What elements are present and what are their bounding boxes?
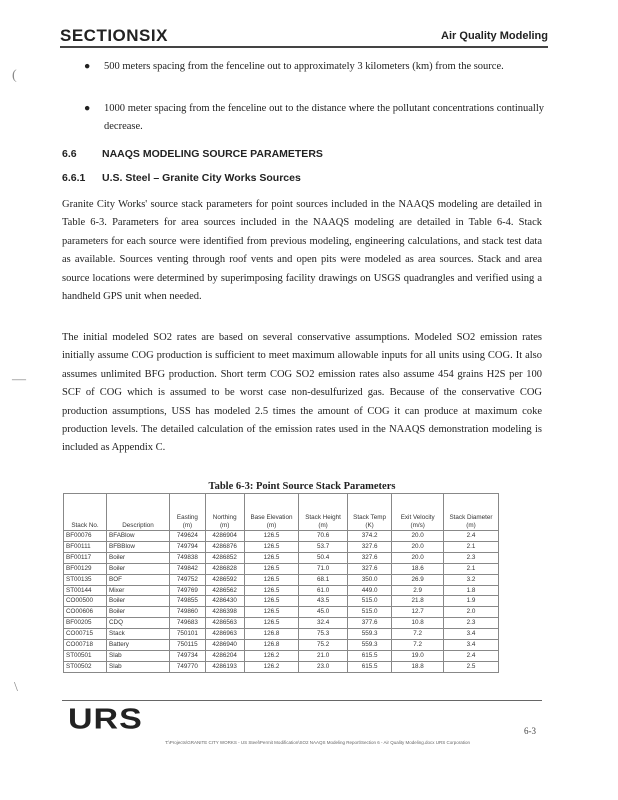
table-cell: 43.5 — [299, 596, 347, 607]
table-cell: CO00500 — [64, 596, 107, 607]
table-cell: 71.0 — [299, 563, 347, 574]
table-cell: 2.3 — [444, 618, 499, 629]
table-cell: 3.2 — [444, 574, 499, 585]
table-cell: BF00205 — [64, 618, 107, 629]
column-header: Stack Diameter (m) — [444, 494, 499, 531]
table-cell: 26.9 — [392, 574, 444, 585]
table-cell: 559.3 — [347, 640, 392, 651]
table-cell: BF00076 — [64, 531, 107, 542]
table-cell: 126.8 — [244, 640, 299, 651]
table-row — [64, 596, 499, 607]
table-cell: 2.3 — [444, 552, 499, 563]
table-cell: 749855 — [170, 596, 206, 607]
table-row — [64, 552, 499, 563]
table-cell: BFABlow — [107, 531, 170, 542]
table-cell: 45.0 — [299, 607, 347, 618]
table-cell: 2.4 — [444, 531, 499, 542]
column-header: Stack Temp (K) — [347, 494, 392, 531]
table-cell: 68.1 — [299, 574, 347, 585]
margin-mark: — — [12, 372, 26, 387]
table-cell: BF00129 — [64, 563, 107, 574]
table-cell: 749683 — [170, 618, 206, 629]
table-cell: 327.6 — [347, 541, 392, 552]
table-cell: 50.4 — [299, 552, 347, 563]
table-cell: 374.2 — [347, 531, 392, 542]
table-cell: 4286828 — [205, 563, 244, 574]
table-cell: 7.2 — [392, 629, 444, 640]
table-cell: 18.6 — [392, 563, 444, 574]
table-cell: Boiler — [107, 563, 170, 574]
company-wordmark: SECTIONSIX — [60, 26, 168, 45]
table-cell: 2.1 — [444, 541, 499, 552]
table-cell: 3.4 — [444, 629, 499, 640]
table-cell: BF00117 — [64, 552, 107, 563]
table-cell: ST00144 — [64, 585, 107, 596]
section-heading — [62, 148, 323, 160]
margin-mark: \ — [14, 680, 18, 695]
subsection-title: U.S. Steel – Granite City Works Sources — [102, 172, 301, 184]
table-cell: 749769 — [170, 585, 206, 596]
footer-rule — [62, 700, 542, 701]
table-cell: ST00502 — [64, 661, 107, 672]
table-cell: 2.4 — [444, 650, 499, 661]
table-cell: BFBBlow — [107, 541, 170, 552]
table-row — [64, 541, 499, 552]
table-cell: 4286204 — [205, 650, 244, 661]
table-row — [64, 585, 499, 596]
bullet-item — [84, 100, 544, 136]
table-cell: BF00111 — [64, 541, 107, 552]
subsection-number: 6.6.1 — [62, 172, 86, 184]
table-cell: CO00715 — [64, 629, 107, 640]
table-cell: 4286430 — [205, 596, 244, 607]
section-number: 6.6 — [62, 148, 77, 160]
table-cell: 126.5 — [244, 541, 299, 552]
table-cell: 20.0 — [392, 541, 444, 552]
table-cell: Stack — [107, 629, 170, 640]
bullet-text: 500 meters spacing from the fenceline out to approximately 3 kilometers (km) from the source. — [104, 61, 504, 72]
bullet-icon: ● — [84, 103, 91, 114]
table-cell: 4286852 — [205, 552, 244, 563]
table-row — [64, 563, 499, 574]
table-cell: 126.5 — [244, 596, 299, 607]
table-cell: 75.2 — [299, 640, 347, 651]
table-cell: 327.6 — [347, 563, 392, 574]
table-cell: 32.4 — [299, 618, 347, 629]
table-cell: 749860 — [170, 607, 206, 618]
table-cell: 126.5 — [244, 585, 299, 596]
bullet-item — [84, 58, 544, 76]
table-cell: Battery — [107, 640, 170, 651]
table-cell: 20.0 — [392, 552, 444, 563]
table-cell: CO00718 — [64, 640, 107, 651]
section-header-title: Air Quality Modeling — [441, 30, 548, 42]
table-cell: 12.7 — [392, 607, 444, 618]
bullet-icon: ● — [84, 61, 91, 72]
table-cell: 4286904 — [205, 531, 244, 542]
table-cell: 2.9 — [392, 585, 444, 596]
table-cell: 350.0 — [347, 574, 392, 585]
table-cell: 61.0 — [299, 585, 347, 596]
table-cell: 75.3 — [299, 629, 347, 640]
column-header: Northing (m) — [205, 494, 244, 531]
table-cell: 126.8 — [244, 629, 299, 640]
table-cell: 4286940 — [205, 640, 244, 651]
column-header: Stack Height (m) — [299, 494, 347, 531]
table-cell: Mixer — [107, 585, 170, 596]
table-cell: 19.0 — [392, 650, 444, 661]
table-cell: 2.1 — [444, 563, 499, 574]
table-cell: ST00135 — [64, 574, 107, 585]
table-cell: ST00501 — [64, 650, 107, 661]
table-cell: 749752 — [170, 574, 206, 585]
column-header: Description — [107, 494, 170, 531]
body-paragraph: The initial modeled SO2 rates are based on several conservative assumptions. Modeled SO2 emission rates initially assume COG production is sufficient to meet maximum allowable inputs for all units using COG. It also assumes unlimited BFG production. Short term COG SO2 emission rates also assume 454 grains H2S per 100 SCF of COG which is assumed to be worst case non-desulfurized gas. Because of the conservative COG production assumptions, USS has modeled 2.5 times the amount of COG it can produce at maximum coke production levels. The detailed calculation of the emission rates used in the NAAQS demonstration modeling is included as Appendix C. — [62, 332, 542, 454]
subsection-heading — [62, 172, 301, 184]
table-cell: 615.5 — [347, 661, 392, 672]
column-header: Stack No. — [64, 494, 107, 531]
table-cell: 53.7 — [299, 541, 347, 552]
table-cell: 749794 — [170, 541, 206, 552]
section-title: NAAQS MODELING SOURCE PARAMETERS — [102, 148, 323, 160]
table-row — [64, 640, 499, 651]
table-cell: 1.9 — [444, 596, 499, 607]
table-cell: 126.5 — [244, 563, 299, 574]
table-cell: 749770 — [170, 661, 206, 672]
column-header: Easting (m) — [170, 494, 206, 531]
table-cell: Boiler — [107, 607, 170, 618]
table-cell: 4286563 — [205, 618, 244, 629]
table-cell: 4286592 — [205, 574, 244, 585]
table-cell: 10.8 — [392, 618, 444, 629]
table-cell: Slab — [107, 661, 170, 672]
table-row — [64, 607, 499, 618]
table-cell: 20.0 — [392, 531, 444, 542]
margin-mark: ( — [12, 68, 17, 83]
table-row — [64, 574, 499, 585]
footer-path: T:\Projects\GRANITE CITY WORKS - US Steel\Permit Modification\SO2 NAAQS Modeling Report\Section 6 - Air Quality Modeling.docx URS Corporation — [165, 740, 471, 745]
column-header: Base Elevation (m) — [244, 494, 299, 531]
table-cell: 2.5 — [444, 661, 499, 672]
table-cell: CO00606 — [64, 607, 107, 618]
table-cell: 7.2 — [392, 640, 444, 651]
table-row — [64, 650, 499, 661]
table-cell: 126.2 — [244, 661, 299, 672]
table-row — [64, 661, 499, 672]
table-cell: 126.5 — [244, 531, 299, 542]
table-cell: 377.6 — [347, 618, 392, 629]
urs-logo: URS — [68, 703, 143, 736]
header-rule — [60, 46, 548, 48]
table-cell: 126.5 — [244, 552, 299, 563]
column-header: Exit Velocity (m/s) — [392, 494, 444, 531]
table-row — [64, 629, 499, 640]
table-cell: Boiler — [107, 596, 170, 607]
table-cell: 749842 — [170, 563, 206, 574]
table-cell: 3.4 — [444, 640, 499, 651]
table-cell: 749734 — [170, 650, 206, 661]
table-header-row — [64, 494, 499, 531]
table-cell: 126.2 — [244, 650, 299, 661]
table-cell: 515.0 — [347, 596, 392, 607]
table-cell: 126.5 — [244, 607, 299, 618]
stack-parameters-table — [63, 493, 499, 673]
table-cell: 749624 — [170, 531, 206, 542]
table-cell: 18.8 — [392, 661, 444, 672]
table-cell: 2.0 — [444, 607, 499, 618]
table-caption: Table 6-3: Point Source Stack Parameters — [208, 481, 396, 492]
table-row — [64, 618, 499, 629]
page-number: 6-3 — [524, 726, 536, 736]
table-cell: 23.0 — [299, 661, 347, 672]
table-cell: 449.0 — [347, 585, 392, 596]
table-cell: 559.3 — [347, 629, 392, 640]
table-cell: BOF — [107, 574, 170, 585]
table-cell: 515.0 — [347, 607, 392, 618]
table-cell: 750115 — [170, 640, 206, 651]
table-cell: 4286193 — [205, 661, 244, 672]
table-cell: 1.8 — [444, 585, 499, 596]
table-cell: 21.0 — [299, 650, 347, 661]
table-cell: CDQ — [107, 618, 170, 629]
table-cell: 749838 — [170, 552, 206, 563]
table-cell: 750101 — [170, 629, 206, 640]
table-cell: 4286963 — [205, 629, 244, 640]
table-cell: 126.5 — [244, 574, 299, 585]
table-cell: 126.5 — [244, 618, 299, 629]
table-cell: Slab — [107, 650, 170, 661]
table-cell: 615.5 — [347, 650, 392, 661]
table-cell: 4286876 — [205, 541, 244, 552]
bullet-text: 1000 meter spacing from the fenceline out to the distance where the pollutant concentrations continually decrease. — [104, 103, 544, 132]
table-cell: 21.8 — [392, 596, 444, 607]
table-row — [64, 531, 499, 542]
table-cell: 4286562 — [205, 585, 244, 596]
table-cell: 4286398 — [205, 607, 244, 618]
body-paragraph: Granite City Works' source stack parameters for point sources included in the NAAQS modeling are detailed in Table 6-3. Parameters for area sources included in the NAAQS modeling are detailed in Table 6-4. Stack parameters for each source were identified from previous modeling, engineering calculations, and stack test data as available. Sources venting through roof vents and open pits were modeled as area sources. Stack and area source locations were determined by superimposing facility drawings on USGS quadrangles and verified using a handheld GPS unit when needed. — [62, 199, 542, 303]
table-cell: 70.6 — [299, 531, 347, 542]
table-cell: Boiler — [107, 552, 170, 563]
table-cell: 327.6 — [347, 552, 392, 563]
